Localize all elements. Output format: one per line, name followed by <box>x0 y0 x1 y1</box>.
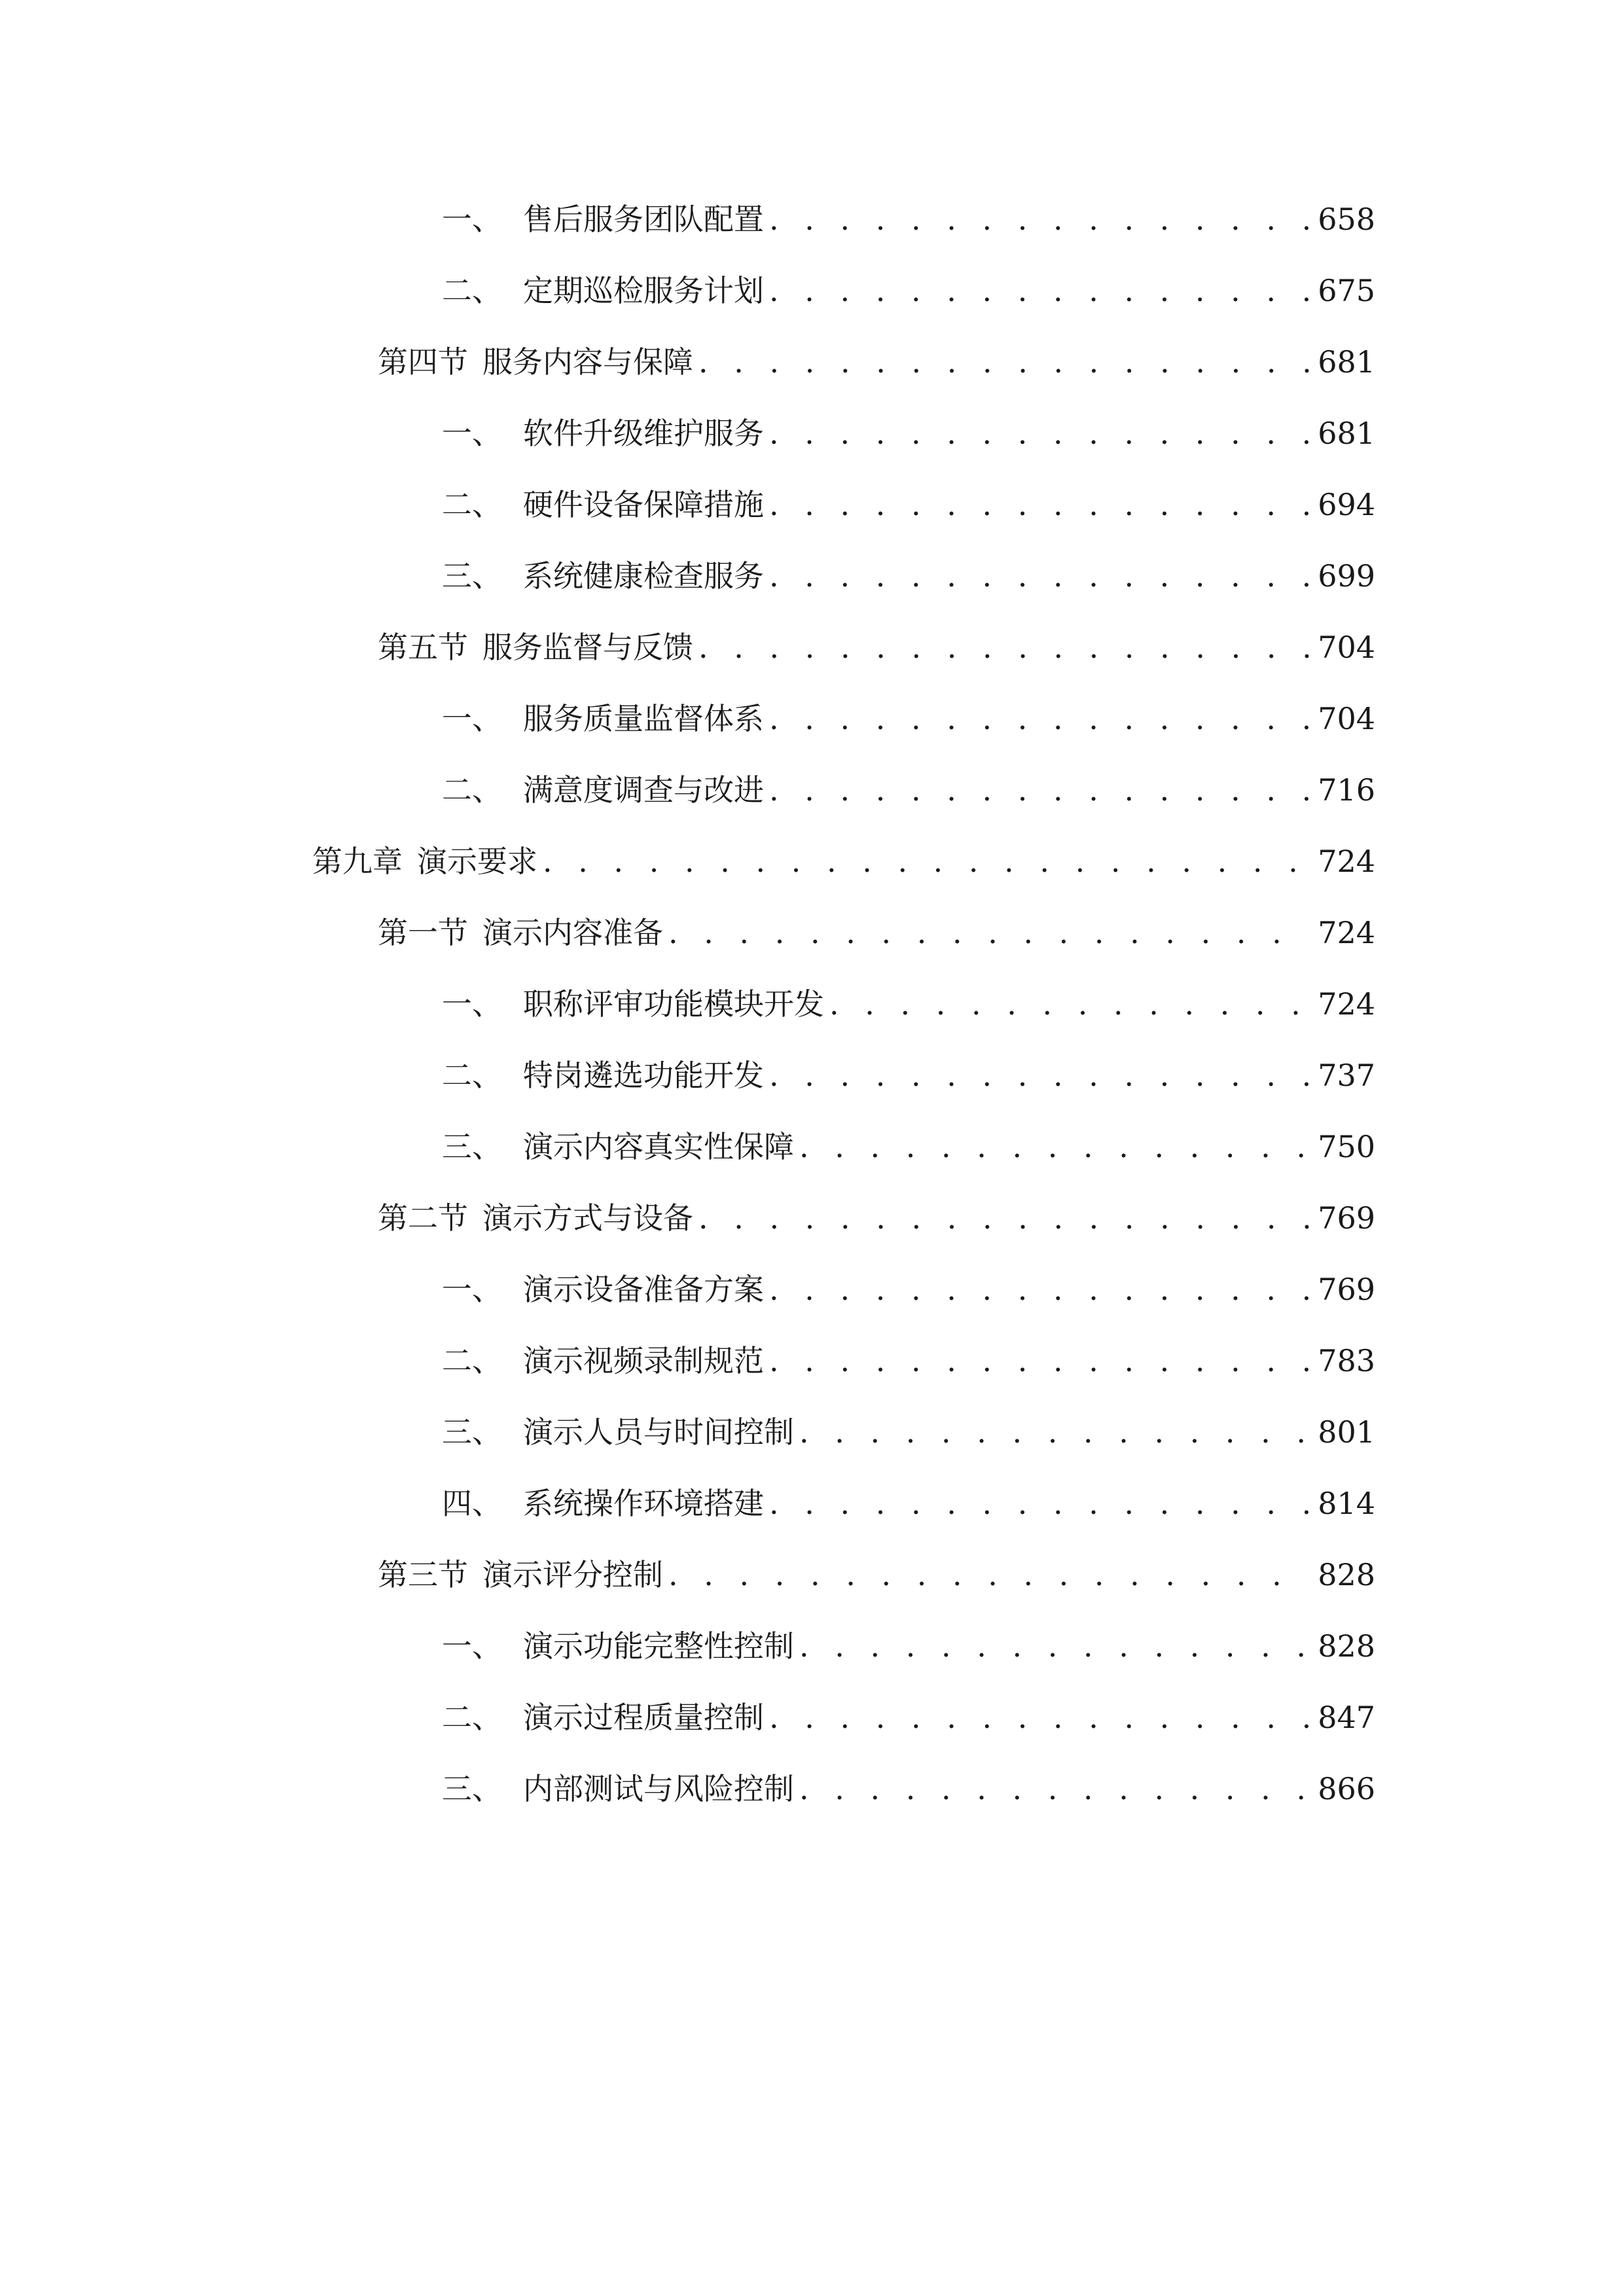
entry-title: 特岗遴选功能开发 <box>523 1058 764 1093</box>
chapter-label: 第九章 <box>312 844 403 879</box>
page-number: 814 <box>1318 1486 1375 1521</box>
dot-leader <box>769 1266 1310 1312</box>
entry-number: 一、 <box>442 701 502 736</box>
toc-entry[interactable] <box>442 1266 1375 1312</box>
entry-number: 二、 <box>442 273 502 308</box>
entry-title: 软件升级维护服务 <box>523 416 764 451</box>
dot-leader <box>543 838 1310 884</box>
entry-number: 一、 <box>442 1628 502 1664</box>
page-number: 681 <box>1318 416 1375 451</box>
toc-entry[interactable] <box>442 1124 1375 1170</box>
section-label: 第三节 <box>378 1557 468 1592</box>
entry-title: 演示设备准备方案 <box>523 1272 764 1307</box>
page-number: 828 <box>1318 1628 1375 1664</box>
entry-title: 演示人员与时间控制 <box>523 1414 794 1450</box>
dot-leader <box>769 196 1310 242</box>
page-number: 750 <box>1318 1129 1375 1164</box>
entry-title: 演示内容准备 <box>482 915 663 950</box>
page-number: 675 <box>1318 273 1375 308</box>
toc-entry[interactable] <box>442 1338 1375 1384</box>
page-number: 769 <box>1318 1272 1375 1307</box>
page-number: 847 <box>1318 1700 1375 1735</box>
page-number: 699 <box>1318 558 1375 594</box>
toc-entry[interactable] <box>442 410 1375 456</box>
entry-number: 一、 <box>442 202 502 237</box>
entry-title: 服务内容与保障 <box>482 344 693 380</box>
dot-leader <box>769 1695 1310 1740</box>
page-number: 704 <box>1318 701 1375 736</box>
entry-number: 二、 <box>442 1700 502 1735</box>
entry-number: 二、 <box>442 772 502 808</box>
dot-leader <box>829 981 1310 1027</box>
page-number: 716 <box>1318 772 1375 808</box>
entry-title: 职称评审功能模块开发 <box>523 986 824 1022</box>
entry-title: 演示内容真实性保障 <box>523 1129 794 1164</box>
toc-entry[interactable] <box>442 1766 1375 1812</box>
toc-entry[interactable] <box>442 1052 1375 1098</box>
page-number: 681 <box>1318 344 1375 380</box>
toc-entry[interactable] <box>442 1623 1375 1669</box>
entry-title: 演示视频录制规范 <box>523 1343 764 1378</box>
entry-title: 演示方式与设备 <box>482 1200 693 1236</box>
entry-number: 四、 <box>442 1486 502 1521</box>
page-number: 828 <box>1318 1557 1375 1592</box>
entry-title: 硬件设备保障措施 <box>523 487 764 522</box>
toc-entry[interactable] <box>442 1480 1375 1526</box>
entry-title: 系统操作环境搭建 <box>523 1486 764 1521</box>
entry-title: 演示评分控制 <box>482 1557 663 1592</box>
toc-entry[interactable] <box>442 981 1375 1027</box>
toc-entry[interactable] <box>442 696 1375 742</box>
toc-entry[interactable] <box>442 1409 1375 1455</box>
dot-leader <box>769 1052 1310 1098</box>
dot-leader <box>668 1552 1310 1598</box>
toc-chapter-entry[interactable] <box>312 838 1375 884</box>
toc-entry[interactable] <box>442 268 1375 314</box>
entry-number: 三、 <box>442 558 502 594</box>
entry-number: 一、 <box>442 986 502 1022</box>
dot-leader <box>668 910 1310 956</box>
dot-leader <box>698 1195 1310 1241</box>
dot-leader <box>698 339 1310 385</box>
entry-number: 二、 <box>442 1343 502 1378</box>
page-number: 724 <box>1318 986 1375 1022</box>
entry-title: 系统健康检查服务 <box>523 558 764 594</box>
page-number: 658 <box>1318 202 1375 237</box>
page-number: 866 <box>1318 1771 1375 1806</box>
entry-title: 服务质量监督体系 <box>523 701 764 736</box>
entry-number: 三、 <box>442 1771 502 1806</box>
section-label: 第五节 <box>378 630 468 665</box>
entry-number: 二、 <box>442 1058 502 1093</box>
dot-leader <box>769 268 1310 314</box>
page-number: 769 <box>1318 1200 1375 1236</box>
dot-leader <box>799 1766 1310 1812</box>
page-number: 694 <box>1318 487 1375 522</box>
entry-title: 满意度调查与改进 <box>523 772 764 808</box>
page-number: 724 <box>1318 915 1375 950</box>
section-label: 第一节 <box>378 915 468 950</box>
toc-section-entry[interactable] <box>378 1195 1375 1241</box>
entry-number: 一、 <box>442 1272 502 1307</box>
entry-title: 服务监督与反馈 <box>482 630 693 665</box>
dot-leader <box>769 1338 1310 1384</box>
dot-leader <box>799 1623 1310 1669</box>
section-label: 第四节 <box>378 344 468 380</box>
entry-number: 二、 <box>442 487 502 522</box>
dot-leader <box>698 624 1310 670</box>
entry-number: 三、 <box>442 1414 502 1450</box>
dot-leader <box>769 1480 1310 1526</box>
toc-section-entry[interactable] <box>378 910 1375 956</box>
section-label: 第二节 <box>378 1200 468 1236</box>
entry-title: 内部测试与风险控制 <box>523 1771 794 1806</box>
page-number: 801 <box>1318 1414 1375 1450</box>
page-number: 704 <box>1318 630 1375 665</box>
toc-section-entry[interactable] <box>378 624 1375 670</box>
entry-title: 演示要求 <box>417 844 537 879</box>
entry-number: 一、 <box>442 416 502 451</box>
entry-title: 售后服务团队配置 <box>523 202 764 237</box>
toc-section-entry[interactable] <box>378 339 1375 385</box>
entry-title: 演示过程质量控制 <box>523 1700 764 1735</box>
dot-leader <box>769 696 1310 742</box>
page-number: 783 <box>1318 1343 1375 1378</box>
page-number: 737 <box>1318 1058 1375 1093</box>
page-number: 724 <box>1318 844 1375 879</box>
dot-leader <box>769 767 1310 813</box>
dot-leader <box>769 553 1310 599</box>
dot-leader <box>799 1409 1310 1455</box>
dot-leader <box>769 482 1310 528</box>
toc-entry[interactable] <box>442 1695 1375 1740</box>
toc-entry[interactable] <box>442 196 1375 242</box>
dot-leader <box>769 410 1310 456</box>
entry-title: 演示功能完整性控制 <box>523 1628 794 1664</box>
toc-entry[interactable] <box>442 553 1375 599</box>
toc-section-entry[interactable] <box>378 1552 1375 1598</box>
toc-entry[interactable] <box>442 482 1375 528</box>
entry-title: 定期巡检服务计划 <box>523 273 764 308</box>
entry-number: 三、 <box>442 1129 502 1164</box>
dot-leader <box>799 1124 1310 1170</box>
toc-entry[interactable] <box>442 767 1375 813</box>
